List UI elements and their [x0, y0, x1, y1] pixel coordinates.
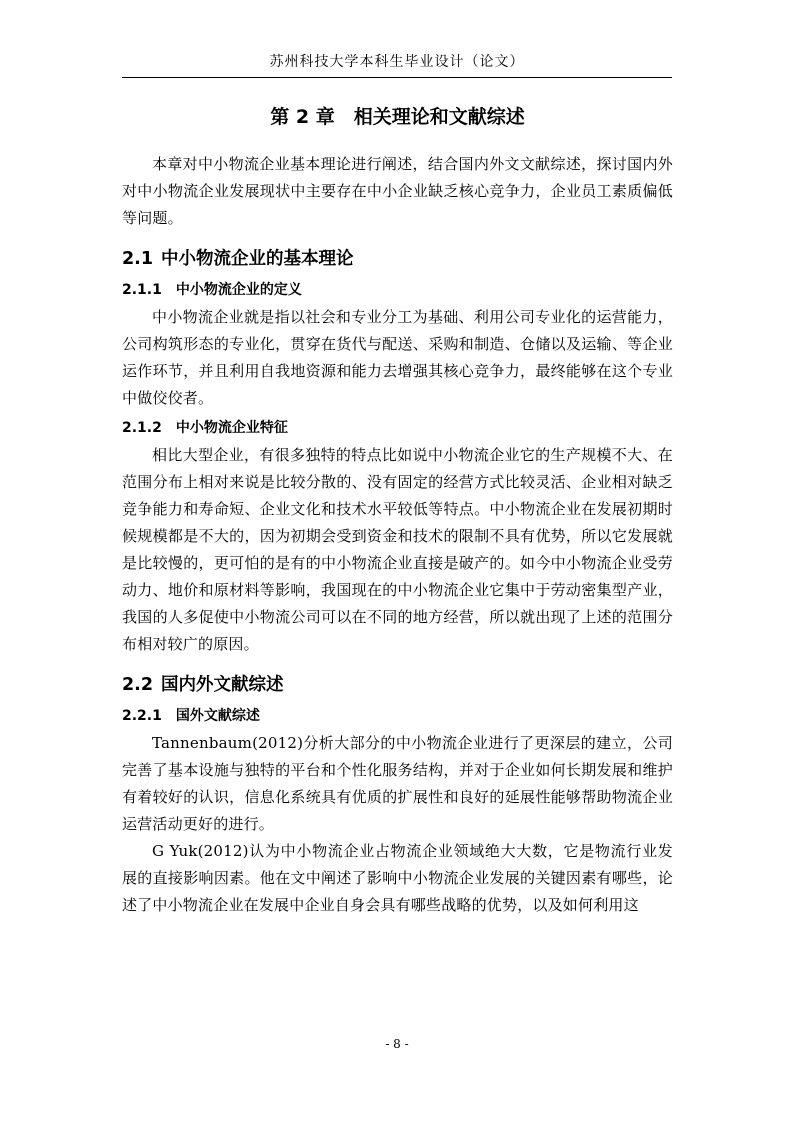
section-title: 中小物流企业的基本理论: [161, 249, 354, 269]
chapter-intro: 本章对中小物流企业基本理论进行阐述，结合国内外文文献综述，探讨国内外对中小物流企业发展现状中主要存在中小企业缺乏核心竞争力，企业员工素质偏低等问题。: [122, 155, 673, 227]
body-paragraph: G Yuk(2012)认为中小物流企业占物流企业领域绝大大数，它是物流行业发展的直接影响因素。他在文中阐述了影响中小物流企业发展的关键因素有哪些，论述了中小物流企业在发展中企业自身会具有哪些战略的优势，以及如何利用这: [122, 842, 673, 914]
chapter-title: 第 2 章 相关理论和文献综述: [270, 106, 525, 128]
subsection-title: 中小物流企业的定义: [175, 282, 302, 298]
subsection-heading: [122, 278, 673, 302]
subsection-title: 国外文献综述: [175, 708, 260, 724]
subsection-heading: [122, 704, 673, 728]
section-number: 2.1: [122, 249, 154, 269]
subsection-number: 2.2.1: [122, 708, 162, 724]
running-header: 苏州科技大学本科生毕业设计（论文）: [269, 54, 525, 70]
page-content: [122, 103, 673, 919]
subsection-title: 中小物流企业特征: [175, 420, 288, 436]
body-paragraph: 相比大型企业，有很多独特的特点比如说中小物流企业它的生产规模不大、在范围分布上相对来说是比较分散的、没有固定的经营方式比较灵活、企业相对缺乏竞争能力和寿命短、企业文化和技术水平较低等特点。中小物流企业在发展初期时候规模都是不大的，因为初期会受到资金和技术的限制不具有优势，所以它发展就是比较慢的，更可怕的是有的中小物流企业直接是破产的。如今中小物流企业受劳动力、地价和原材料等影响，我国现在的中小物流企业它集中于劳动密集型产业，我国的人多促使中小物流公司可以在不同的地方经营，所以就出现了上述的范围分布相对较广的原因。: [122, 446, 673, 653]
body-paragraph: 中小物流企业就是指以社会和专业分工为基础、利用公司专业化的运营能力，公司构筑形态的专业化，贯穿在货代与配送、采购和制造、仓储以及运输、等企业运作环节，并且利用自我地资源和能力去增强其核心竞争力，最终能够在这个专业中做佼佼者。: [122, 308, 673, 407]
subsection-number: 2.1.1: [122, 282, 162, 298]
section-number: 2.2: [122, 675, 154, 695]
section-title: 国内外文献综述: [161, 675, 284, 695]
section-heading: [122, 246, 673, 272]
subsection-heading: [122, 416, 673, 440]
page-number: - 8 -: [385, 1037, 409, 1051]
section-heading: [122, 672, 673, 698]
header-divider: [122, 77, 672, 78]
subsection-number: 2.1.2: [122, 420, 162, 436]
body-paragraph: Tannenbaum(2012)分析大部分的中小物流企业进行了更深层的建立，公司完善了基本设施与独特的平台和个性化服务结构，并对于企业如何长期发展和维护有着较好的认识，信息化系统具有优质的扩展性和良好的延展性能够帮助物流企业运营活动更好的进行。: [122, 734, 673, 833]
